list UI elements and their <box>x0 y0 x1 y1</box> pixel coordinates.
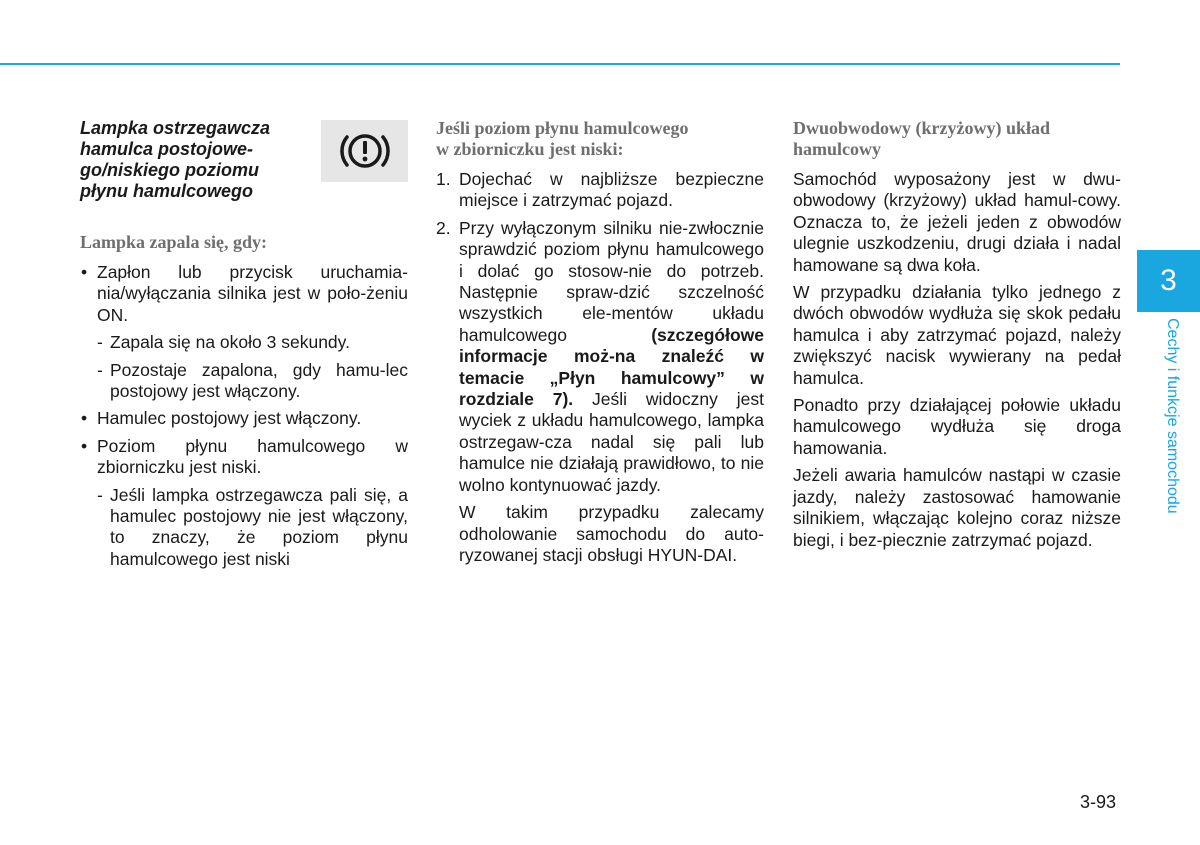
list-item-text: Zapłon lub przycisk uruchamia-nia/wyłączania silnika jest w poło-żeniu ON. <box>97 262 408 325</box>
subheading-line: Jeśli poziom płynu hamulcowego <box>436 118 689 138</box>
item-text-bold: (szczegółowe informacje moż-na znaleźć w temacie „Płyn hamulcowy” w rozdziale 7). <box>459 324 764 410</box>
paragraph: Samochód wyposażony jest w dwu-obwodowy (krzyżowy) układ hamul-cowy. Oznacza to, że jeżeli jeden z obwodów ulegnie uszkodzeniu, drugi działa i nadal hamowane są dwa koła. <box>793 169 1121 275</box>
heading-line: płynu hamulcowego <box>80 181 254 201</box>
list-item <box>80 360 408 403</box>
chapter-label: Cechy i funkcje samochodu <box>1164 318 1181 514</box>
list-item-text: Zapala się na około 3 sekundy. <box>110 332 350 353</box>
list-item-text: Pozostaje zapalona, gdy hamu-lec postojowy jest włączony. <box>110 359 408 402</box>
paragraph: Ponadto przy działającej połowie układu hamulcowego wydłuża się droga hamowania. <box>793 395 1121 458</box>
item-number: 2. <box>436 217 451 238</box>
dual-circuit-subheading <box>793 118 1121 160</box>
column-3 <box>793 118 1121 557</box>
heading-line: Lampka ostrzegawcza <box>80 118 271 138</box>
list-item <box>80 408 408 429</box>
list-item-text: Poziom płynu hamulcowego w zbiorniczku jest niski. <box>97 435 408 478</box>
subheading-line: Dwuobwodowy (krzyżowy) układ <box>793 118 1051 138</box>
warning-lamp-heading <box>80 118 308 202</box>
column-2 <box>436 118 764 572</box>
top-rule <box>0 63 1120 65</box>
numbered-item <box>436 169 764 212</box>
list-item-text: Jeśli lampka ostrzegawcza pali się, a hamulec postojowy nie jest włączony, to znaczy, że poziom płynu hamulcowego jest niski <box>110 484 408 569</box>
lamp-on-subheading: Lampka zapala się, gdy: <box>80 232 268 252</box>
item-text: Jeśli widoczny jest wyciek z układu hamulcowego, lampka ostrzegaw-cza nadal się pali lub hamulce nie działają prawidłowo, to nie wolno kontynuować jazdy. <box>459 389 764 495</box>
item-text: Przy wyłączonym silniku nie-zwłocznie sprawdzić poziom płynu hamulcowego i dolać go stosow-nie do potrzeb. Następnie spraw-dzić szczelność wszystkich ele-mentów układu hamulcowego <box>459 217 764 345</box>
item-number: 1. <box>436 169 451 189</box>
chapter-tab: 3 <box>1137 250 1200 312</box>
bullet-mark: • <box>81 435 88 456</box>
list-item-text: Hamulec postojowy jest włączony. <box>97 408 362 429</box>
heading-line: go/niskiego poziomu <box>80 160 259 180</box>
towing-paragraph: W takim przypadku zalecamy odholowanie samochodu do auto-ryzowanej stacji obsługi HYUN-DAI. <box>459 502 764 565</box>
list-item <box>80 262 408 326</box>
heading-line: hamulca postojowe- <box>80 139 254 159</box>
bullet-mark: • <box>81 408 88 429</box>
paragraph: Jeżeli awaria hamulców nastąpi w czasie jazdy, należy zastosować hamowanie silnikiem, włączając kolejno coraz niższe biegi, i bez-piecznie zatrzymać pojazd. <box>793 465 1121 550</box>
bullet-mark: • <box>81 262 88 282</box>
dash-mark: - <box>97 359 103 380</box>
item-text: Dojechać w najbliższe bezpieczne miejsce i zatrzymać pojazd. <box>459 169 764 211</box>
page-number: 3-93 <box>1080 792 1117 812</box>
subheading-line: hamulcowy <box>793 139 882 159</box>
list-item <box>80 485 408 571</box>
dash-mark: - <box>97 332 103 353</box>
parking-brake-warning-icon <box>321 120 408 182</box>
dash-mark: - <box>97 484 103 505</box>
paragraph: W przypadku działania tylko jednego z dwóch obwodów wydłuża się skok pedału hamulca i aby zatrzymać pojazd, należy zwiększyć nacisk wywierany na pedał hamulca. <box>793 282 1121 388</box>
low-fluid-subheading <box>436 118 764 160</box>
subheading-line: w zbiorniczku jest niski: <box>436 139 624 159</box>
list-item <box>80 332 408 353</box>
list-item <box>80 436 408 479</box>
numbered-item <box>436 218 764 496</box>
column-1 <box>80 118 408 576</box>
